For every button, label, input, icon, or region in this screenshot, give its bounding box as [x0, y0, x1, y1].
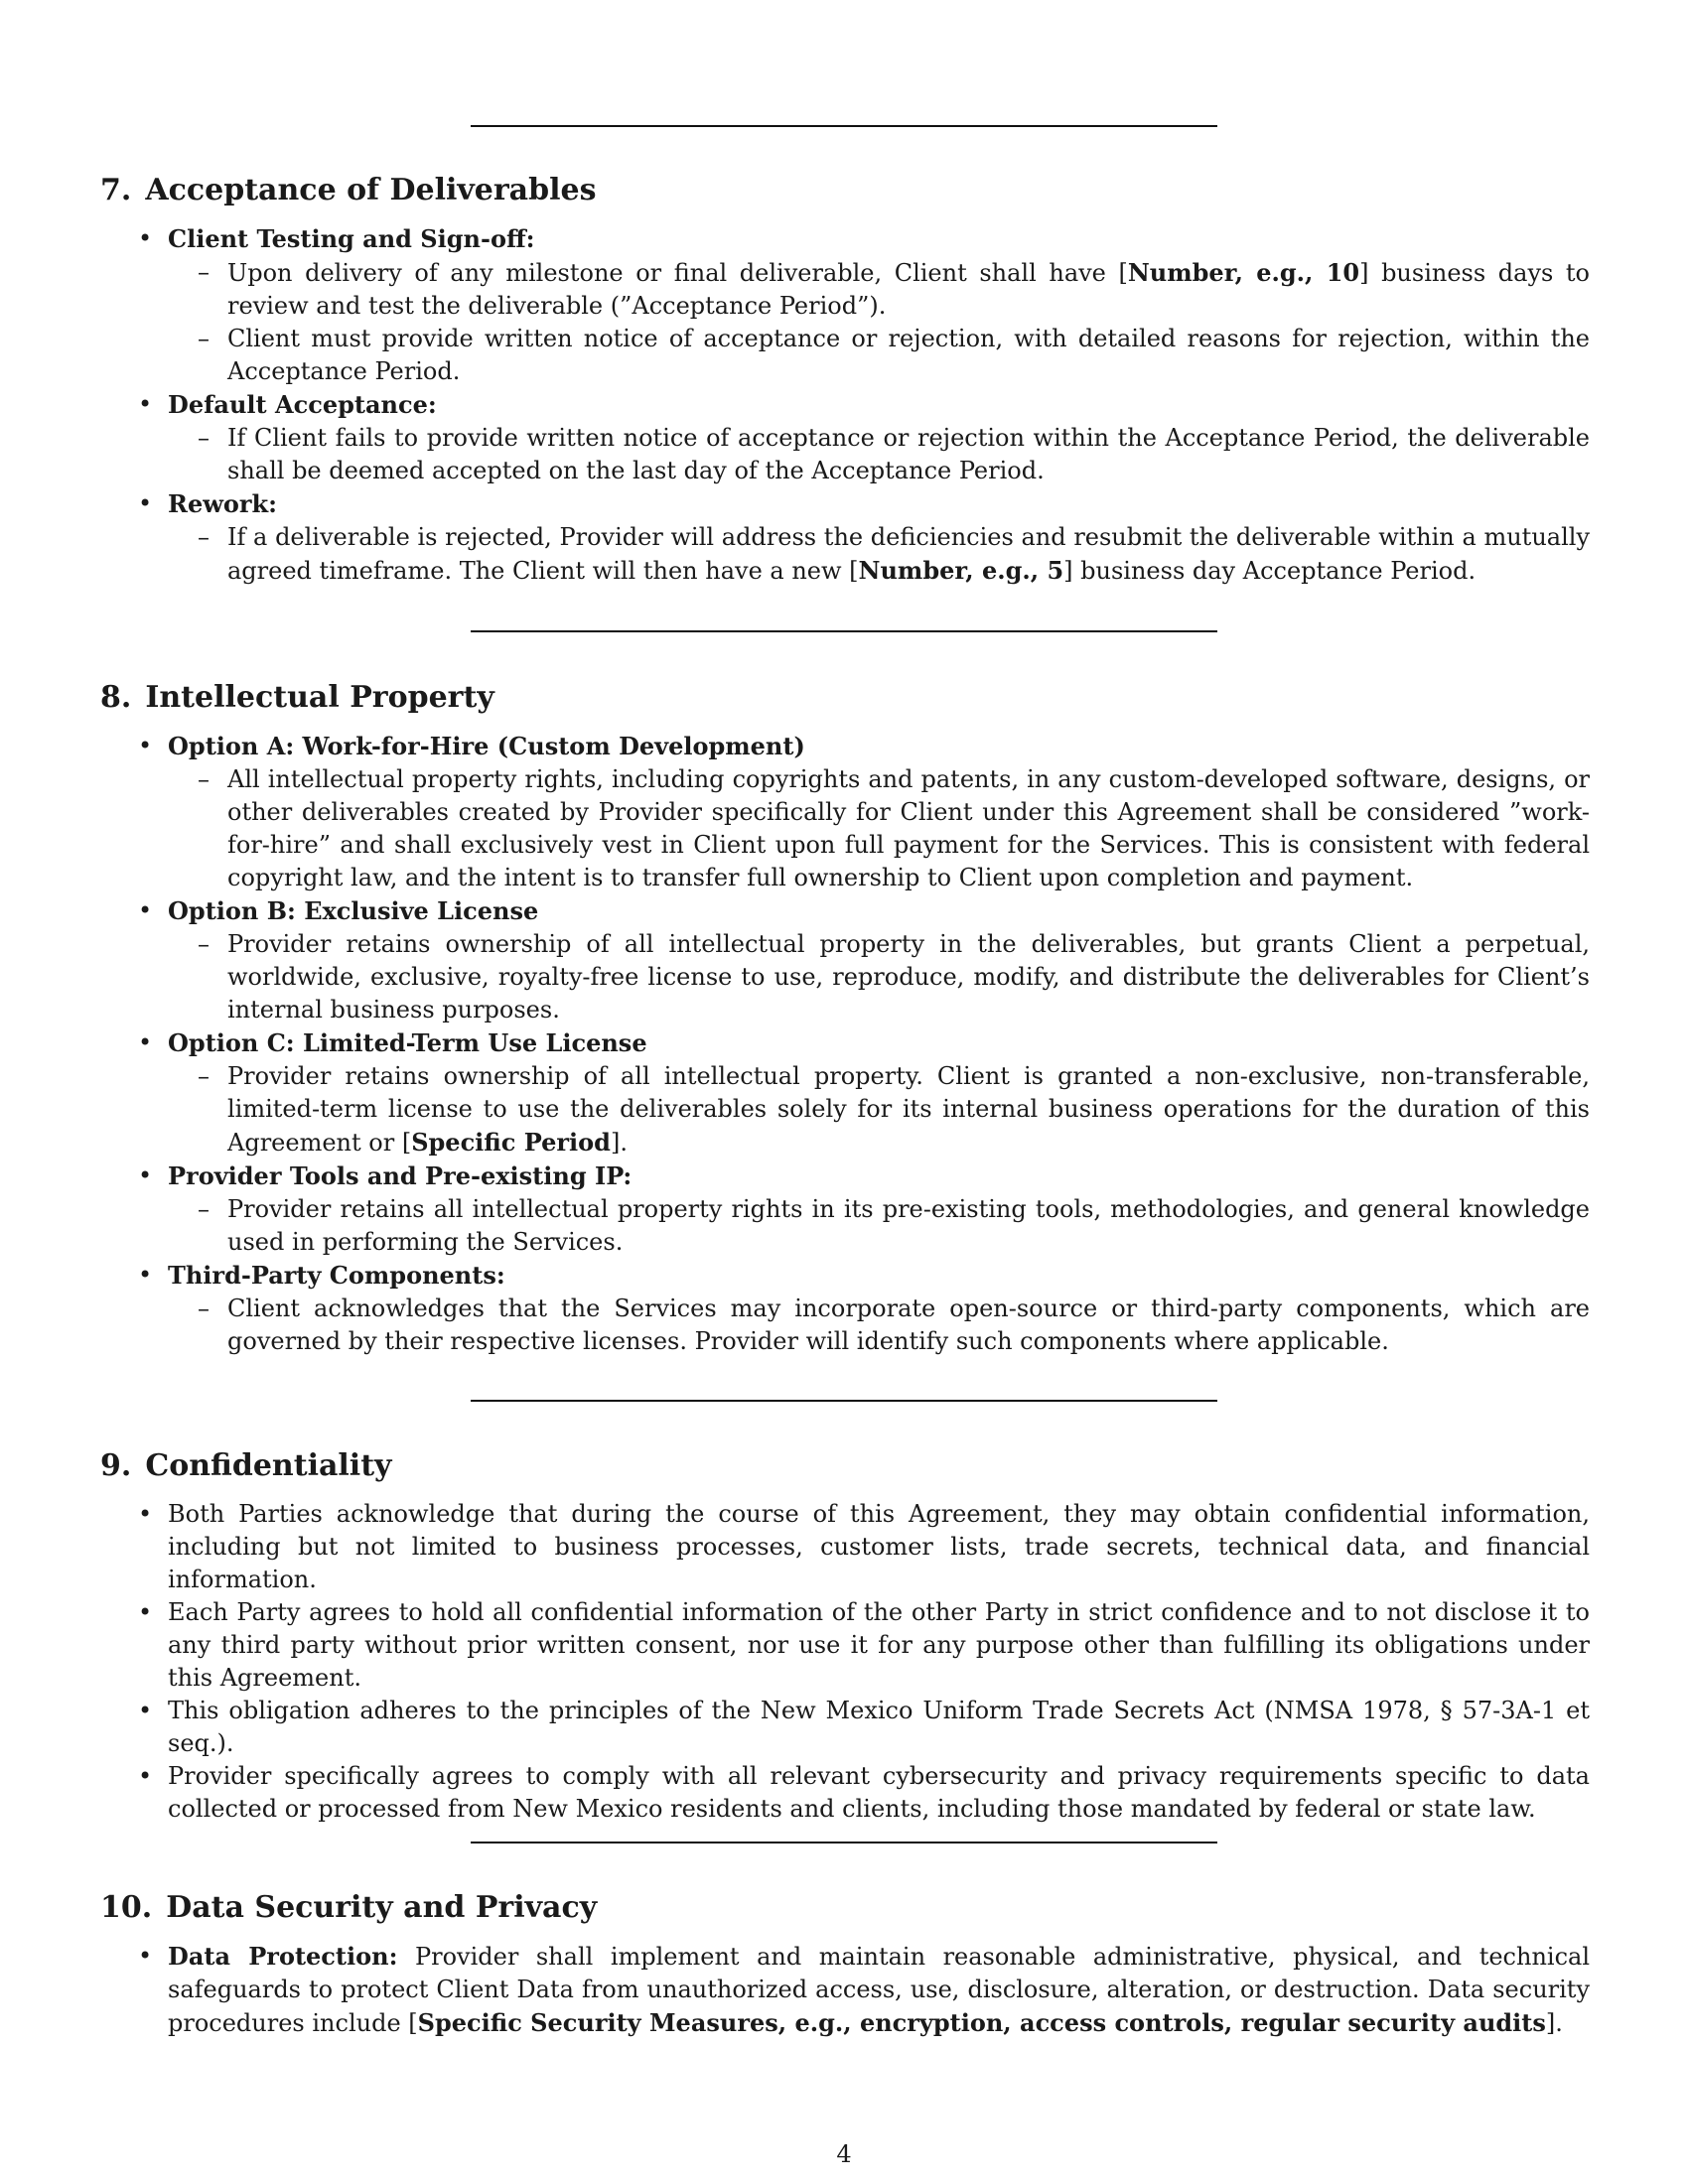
section-9: [100, 1448, 1590, 1826]
sub-item: – Provider retains ownership of all intellectual property in the deliverables, but grants Client a perpetual, worldwide, exclusive, royalty-free license to use, reproduce, modify, and distribute the deliverables for Client’s internal business purposes.: [168, 928, 1590, 1026]
section-heading: 7. Acceptance of Deliverables: [100, 173, 597, 207]
item-heading: Third-Party Components:: [168, 1261, 505, 1290]
list-item: [100, 1160, 1590, 1259]
sub-item: – If Client fails to provide written notice of acceptance or rejection within the Acceptance Period, the deliverable shall be deemed accepted on the last day of the Acceptance Period.: [168, 422, 1590, 487]
list-item: • Both Parties acknowledge that during the course of this Agreement, they may obtain confidential information, including but not limited to business processes, customer lists, trade secrets, technical data, and financial information.: [100, 1498, 1590, 1596]
section-7: [100, 173, 1590, 588]
section-heading: 10. Data Security and Privacy: [100, 1890, 598, 1925]
sub-item: – Provider retains all intellectual property rights in its pre-existing tools, methodologies, and general knowledge used in performing the Services.: [168, 1193, 1590, 1259]
bullet-list: [100, 1498, 1590, 1826]
bullet-list: [100, 222, 1590, 588]
item-heading: Option B: Exclusive License: [168, 896, 539, 925]
item-heading: Option A: Work-for-Hire (Custom Development): [168, 732, 805, 760]
list-item: • This obligation adheres to the principles of the New Mexico Uniform Trade Secrets Act (NMSA 1978, § 57-3A-1 et seq.).: [100, 1695, 1590, 1760]
horizontal-rule: [471, 1400, 1217, 1402]
section-heading: 9. Confidentiality: [100, 1448, 392, 1483]
list-item: [100, 1026, 1590, 1160]
list-item: [100, 222, 1590, 388]
sub-item: – If a deliverable is rejected, Provider will address the deficiencies and resubmit the deliverable within a mutually agreed timeframe. The Client will then have a new [Number, e.g., 5] business day Acceptance Period.: [168, 521, 1590, 588]
item-heading: Client Testing and Sign-off:: [168, 224, 535, 253]
horizontal-rule: [471, 125, 1217, 127]
list-item: [100, 730, 1590, 894]
item-heading: Option C: Limited-Term Use License: [168, 1028, 647, 1057]
horizontal-rule: [471, 1842, 1217, 1843]
horizontal-rule: [471, 630, 1217, 632]
list-item: [100, 894, 1590, 1026]
list-item: • Provider specifically agrees to comply with all relevant cybersecurity and privacy requirements specific to data collected or processed from New Mexico residents and clients, including those mandated by federal or state law.: [100, 1760, 1590, 1826]
sub-item: – Upon delivery of any milestone or final deliverable, Client shall have [Number, e.g., 10] business days to review and test the deliverable (”Acceptance Period”).: [168, 256, 1590, 323]
bullet-list: [100, 730, 1590, 1358]
item-heading: Rework:: [168, 489, 278, 518]
sub-item: – All intellectual property rights, including copyrights and patents, in any custom-developed software, designs, or other deliverables created by Provider specifically for Client under this Agreement shall be considered ”work-for-hire” and shall exclusively vest in Client upon full payment for the Services. This is consistent with federal copyright law, and the intent is to transfer full ownership to Client upon completion and payment.: [168, 763, 1590, 894]
page-number: 4: [836, 2140, 852, 2168]
list-item: [100, 487, 1590, 588]
item-heading: Default Acceptance:: [168, 390, 437, 419]
list-item: • Data Protection: Provider shall implement and maintain reasonable administrative, physical, and technical safeguards to protect Client Data from unauthorized access, use, disclosure, alteration, or destruction. Data security procedures include [Specific Security Measures, e.g., encryption, access controls, regular security audits].: [100, 1940, 1590, 2040]
list-item: [100, 1259, 1590, 1358]
item-heading: Data Protection:: [168, 1942, 398, 1971]
bullet-list: [100, 1940, 1590, 2040]
list-item: [100, 388, 1590, 487]
list-item: • Each Party agrees to hold all confidential information of the other Party in strict confidence and to not disclose it to any third party without prior written consent, nor use it for any purpose other than fulfilling its obligations under this Agreement.: [100, 1596, 1590, 1695]
sub-item: – Client must provide written notice of acceptance or rejection, with detailed reasons for rejection, within the Acceptance Period.: [168, 323, 1590, 388]
section-8: [100, 680, 1590, 1358]
section-heading: 8. Intellectual Property: [100, 680, 494, 715]
section-10: [100, 1890, 1590, 2040]
sub-item: – Provider retains ownership of all intellectual property. Client is granted a non-exclusive, non-transferable, limited-term license to use the deliverables solely for its internal business operations for the duration of this Agreement or [Specific Period].: [168, 1060, 1590, 1160]
sub-item: – Client acknowledges that the Services may incorporate open-source or third-party components, which are governed by their respective licenses. Provider will identify such components where applicable.: [168, 1293, 1590, 1358]
item-heading: Provider Tools and Pre-existing IP:: [168, 1161, 633, 1190]
